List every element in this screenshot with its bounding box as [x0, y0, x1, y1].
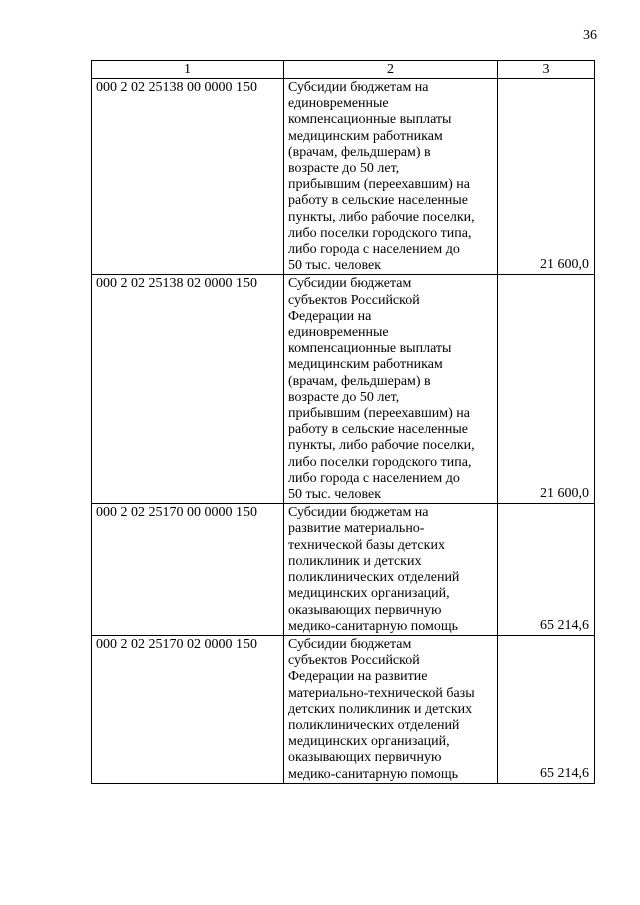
description-line: оказывающих первичную — [288, 750, 442, 766]
description-line: (врачам, фельдшерам) в — [288, 373, 431, 389]
column-header-1: 1 — [92, 61, 284, 79]
description-line: медицинских организаций, — [288, 586, 450, 602]
description-line: 50 тыс. человек — [288, 258, 382, 274]
description-line: медицинским работникам — [288, 128, 443, 144]
header-row — [92, 61, 595, 79]
table-row — [92, 504, 595, 636]
description-line: возрасте до 50 лет, — [288, 389, 400, 405]
description-line: поликлиник и детских — [288, 553, 422, 569]
description-line: пункты, либо рабочие поселки, — [288, 209, 475, 225]
description-line: Субсидии бюджетам на — [288, 505, 429, 521]
description-line: Субсидии бюджетам на — [288, 80, 429, 95]
description-line: поликлинических отделений — [288, 570, 460, 586]
column-header-3: 3 — [498, 61, 595, 79]
description-line: работу в сельские населенные — [288, 422, 468, 438]
description-line: медицинских организаций, — [288, 734, 450, 750]
description-line: работу в сельские населенные — [288, 193, 468, 209]
description-cell — [284, 79, 498, 275]
description-line: медико-санитарную помощь — [288, 618, 459, 634]
amount-cell: 65 214,6 — [498, 635, 595, 783]
description-line: (врачам, фельдшерам) в — [288, 144, 431, 160]
page-number: 36 — [583, 28, 597, 43]
description-line: материально-технической базы — [288, 685, 475, 701]
description-line: либо поселки городского типа, — [288, 225, 472, 241]
description-line: единовременные — [288, 96, 389, 112]
description-line: развитие материально- — [288, 521, 425, 537]
description-line: пункты, либо рабочие поселки, — [288, 438, 475, 454]
description-line: прибывшим (переехавшим) на — [288, 177, 471, 193]
description-cell — [284, 504, 498, 636]
column-header-2: 2 — [284, 61, 498, 79]
description-line: Субсидии бюджетам — [288, 276, 412, 292]
description-line: либо города с населением до — [288, 242, 460, 258]
description-line: либо города с населением до — [288, 470, 460, 486]
table-row — [92, 275, 595, 504]
description-cell — [284, 275, 498, 504]
description-line: медико-санитарную помощь — [288, 766, 459, 782]
description-line: оказывающих первичную — [288, 602, 442, 618]
description-line: прибывшим (переехавшим) на — [288, 406, 471, 422]
description-line: 50 тыс. человек — [288, 487, 382, 503]
budget-code-cell: 000 2 02 25170 00 0000 150 — [92, 504, 284, 636]
table-row — [92, 79, 595, 275]
description-line: Субсидии бюджетам — [288, 636, 412, 652]
budget-code-cell: 000 2 02 25138 00 0000 150 — [92, 79, 284, 275]
description-line: медицинским работникам — [288, 357, 443, 373]
amount-cell: 21 600,0 — [498, 275, 595, 504]
description-cell — [284, 635, 498, 783]
description-line: Федерации на — [288, 308, 372, 324]
table-row — [92, 635, 595, 783]
table-header — [92, 61, 595, 79]
description-line: поликлинических отделений — [288, 717, 460, 733]
description-line: компенсационные выплаты — [288, 341, 452, 357]
table-body — [92, 79, 595, 784]
description-line: субъектов Российской — [288, 292, 420, 308]
description-line: субъектов Российской — [288, 653, 420, 669]
amount-cell: 21 600,0 — [498, 79, 595, 275]
budget-code-cell: 000 2 02 25170 02 0000 150 — [92, 635, 284, 783]
description-line: либо поселки городского типа, — [288, 454, 472, 470]
description-line: технической базы детских — [288, 537, 445, 553]
amount-cell: 65 214,6 — [498, 504, 595, 636]
description-line: детских поликлиник и детских — [288, 701, 473, 717]
budget-code-cell: 000 2 02 25138 02 0000 150 — [92, 275, 284, 504]
description-line: возрасте до 50 лет, — [288, 161, 400, 177]
budget-table — [91, 60, 595, 784]
description-line: единовременные — [288, 325, 389, 341]
description-line: компенсационные выплаты — [288, 112, 452, 128]
description-line: Федерации на развитие — [288, 669, 428, 685]
